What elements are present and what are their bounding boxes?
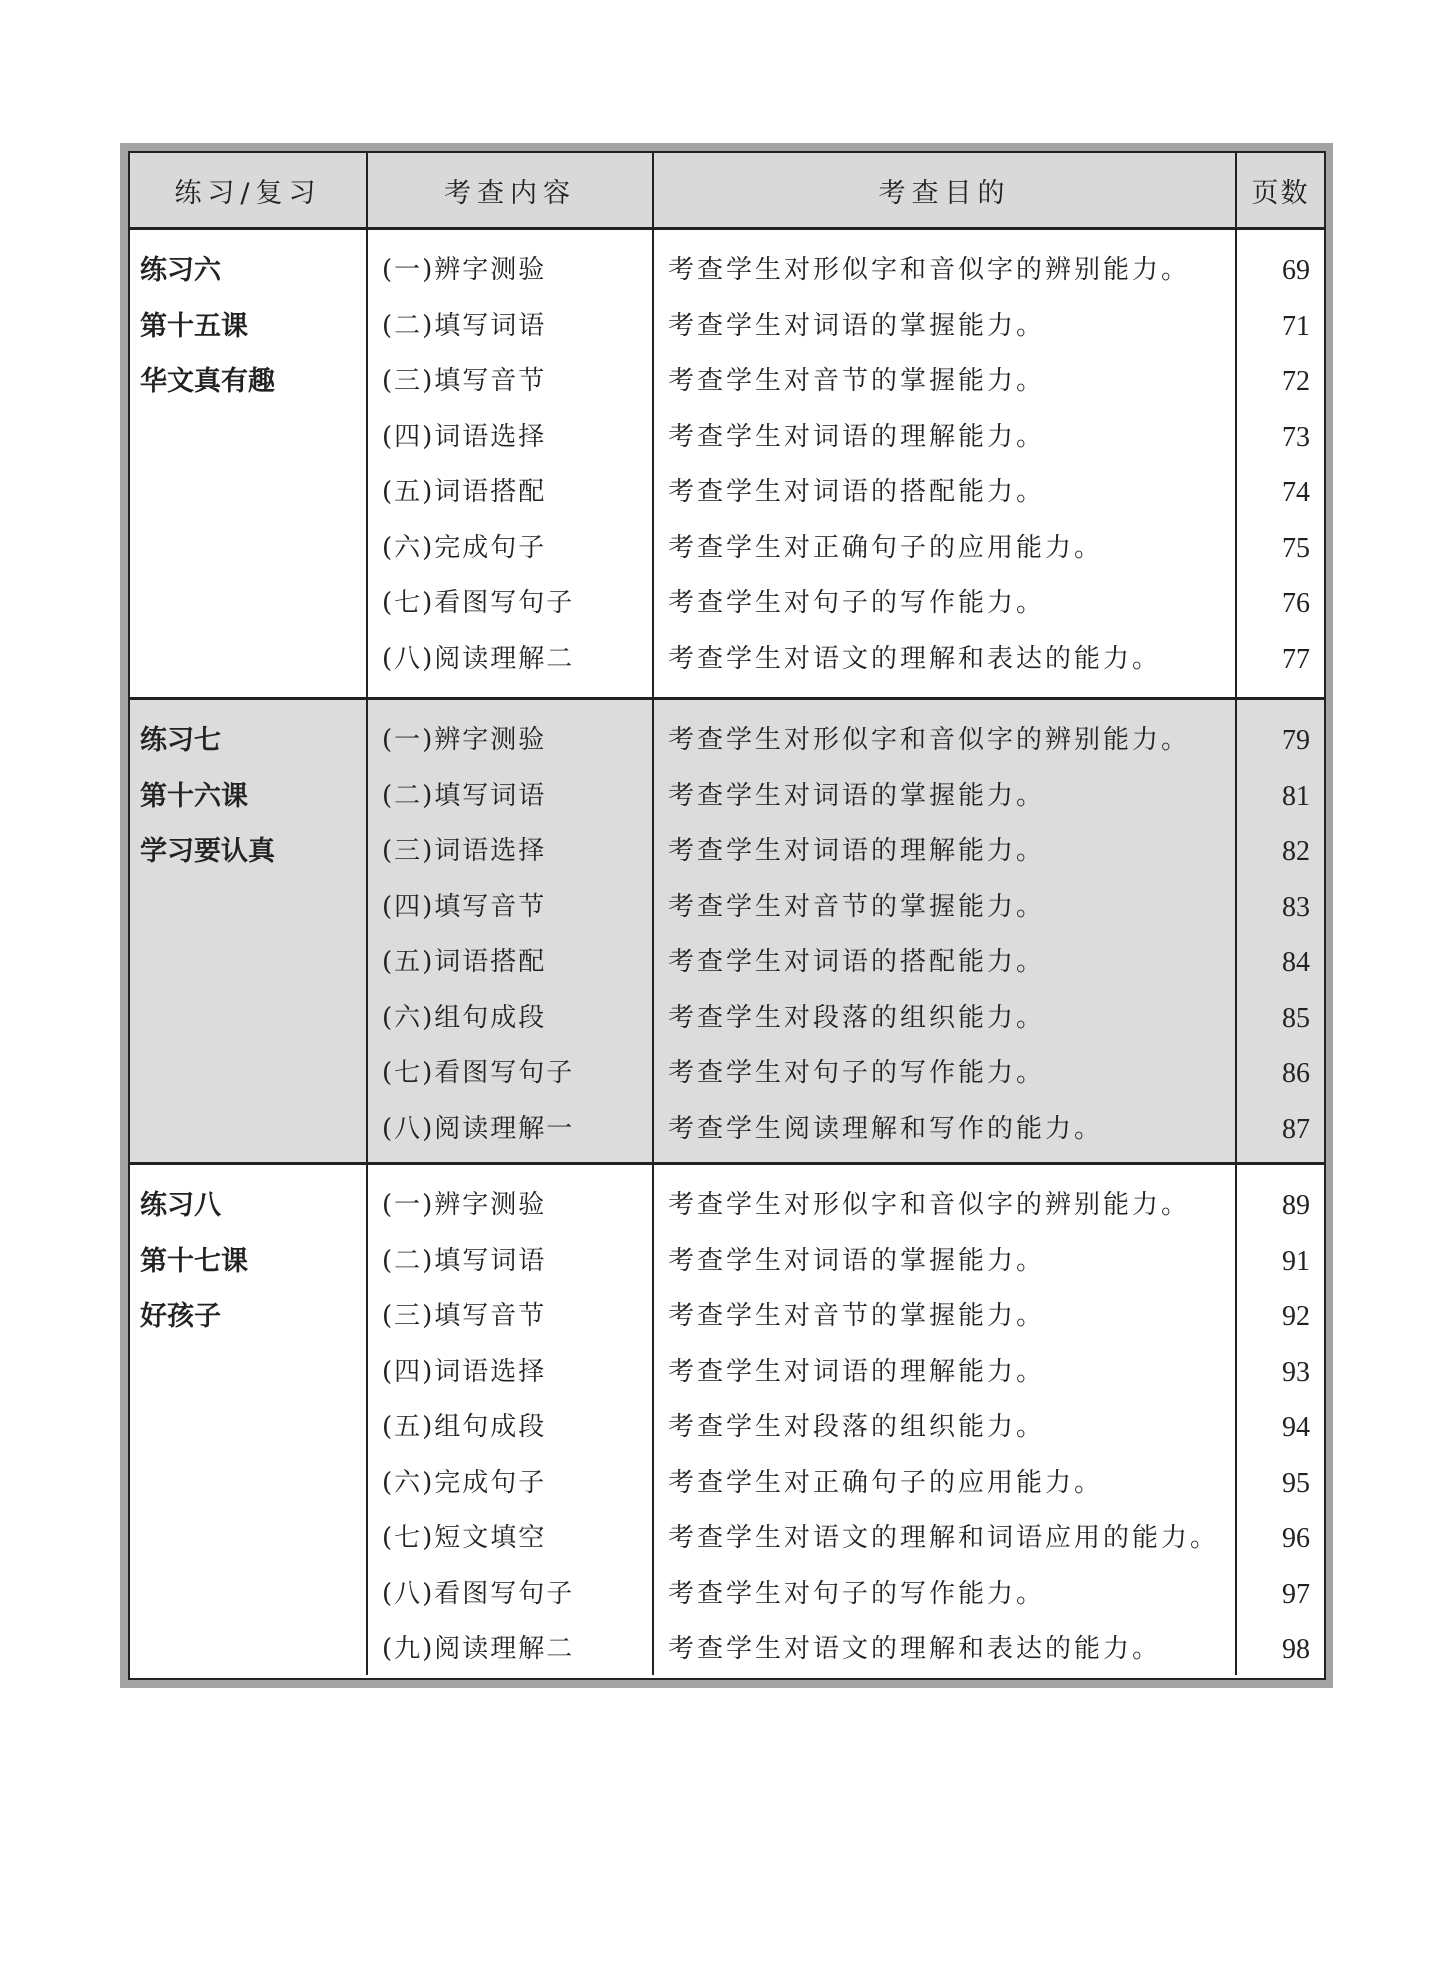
content-item: (一)辨字测验 [382, 1190, 547, 1220]
table-header [130, 153, 1324, 230]
purpose-item: 考查学生对句子的写作能力。 [668, 1578, 1046, 1609]
purpose-item: 考查学生对词语的搭配能力。 [668, 477, 1046, 507]
content-item: (三)填写音节 [382, 1301, 547, 1331]
lesson-label: 第十七课 [140, 1245, 248, 1277]
purpose-item: 考查学生对语文的理解和表达的能力。 [668, 1634, 1162, 1664]
content-item: (六)完成句子 [382, 532, 547, 563]
purpose-item: 考查学生对词语的掌握能力。 [668, 780, 1046, 811]
purpose-item: 考查学生对正确句子的应用能力。 [668, 1467, 1104, 1498]
lesson-cell [130, 1165, 368, 1675]
page-number: 72 [1282, 366, 1310, 397]
lesson-label: 学习要认真 [140, 836, 275, 867]
purpose-item: 考查学生对词语的掌握能力。 [668, 310, 1046, 341]
table-section [130, 1165, 1324, 1675]
lesson-label: 第十五课 [140, 310, 248, 342]
purpose-item: 考查学生对词语的理解能力。 [668, 421, 1046, 452]
page-number: 93 [1282, 1356, 1310, 1388]
content-item: (四)填写音节 [382, 891, 547, 922]
content-item: (五)词语搭配 [382, 477, 547, 507]
page-number: 92 [1282, 1301, 1310, 1332]
purpose-item: 考查学生对音节的掌握能力。 [668, 891, 1046, 922]
content-item: (六)组句成段 [382, 1002, 547, 1033]
content-item: (一)辨字测验 [382, 725, 547, 755]
exercise-table [128, 151, 1326, 1680]
purpose-item: 考查学生对音节的掌握能力。 [668, 366, 1046, 396]
lesson-label: 华文真有趣 [140, 366, 275, 397]
content-item: (七)看图写句子 [382, 1058, 575, 1088]
content-item: (九)阅读理解二 [382, 1634, 575, 1664]
page-number: 95 [1282, 1467, 1310, 1499]
page-column [1237, 1165, 1324, 1675]
page-number: 89 [1282, 1190, 1310, 1221]
page-column [1237, 230, 1324, 697]
content-item: (四)词语选择 [382, 421, 547, 452]
purpose-item: 考查学生对词语的搭配能力。 [668, 947, 1046, 977]
header-exercise: 练习/复习 [130, 153, 368, 227]
purpose-item: 考查学生对形似字和音似字的辨别能力。 [668, 725, 1191, 755]
content-column [368, 700, 654, 1162]
page-number: 83 [1282, 891, 1310, 923]
page-number: 77 [1282, 643, 1310, 675]
content-item: (八)看图写句子 [382, 1578, 575, 1609]
content-item: (四)词语选择 [382, 1356, 547, 1387]
content-item: (六)完成句子 [382, 1467, 547, 1498]
page-number: 98 [1282, 1634, 1310, 1665]
header-content: 考查内容 [368, 153, 654, 227]
purpose-item: 考查学生对词语的掌握能力。 [668, 1245, 1046, 1276]
purpose-item: 考查学生对语文的理解和词语应用的能力。 [668, 1523, 1220, 1553]
purpose-column [654, 230, 1237, 697]
page-number: 87 [1282, 1113, 1310, 1145]
purpose-item: 考查学生对正确句子的应用能力。 [668, 532, 1104, 563]
page-number: 85 [1282, 1002, 1310, 1034]
lesson-label: 好孩子 [140, 1301, 221, 1332]
content-item: (二)填写词语 [382, 1245, 547, 1276]
content-item: (三)填写音节 [382, 366, 547, 396]
page-number: 81 [1282, 780, 1310, 812]
content-column [368, 230, 654, 697]
purpose-item: 考查学生对段落的组织能力。 [668, 1002, 1046, 1033]
content-item: (五)组句成段 [382, 1412, 547, 1442]
content-item: (八)阅读理解一 [382, 1113, 575, 1144]
page-number: 79 [1282, 725, 1310, 756]
content-item: (二)填写词语 [382, 310, 547, 341]
purpose-item: 考查学生对语文的理解和表达的能力。 [668, 643, 1162, 674]
lesson-label: 练习七 [140, 725, 221, 756]
page-column [1237, 700, 1324, 1162]
page-number: 97 [1282, 1578, 1310, 1610]
page-number: 82 [1282, 836, 1310, 867]
exercise-table-frame [120, 143, 1333, 1688]
lesson-label: 第十六课 [140, 780, 248, 812]
purpose-item: 考查学生阅读理解和写作的能力。 [668, 1113, 1104, 1144]
lesson-label: 练习八 [140, 1190, 221, 1221]
page-number: 73 [1282, 421, 1310, 453]
content-item: (五)词语搭配 [382, 947, 547, 977]
purpose-item: 考查学生对段落的组织能力。 [668, 1412, 1046, 1442]
header-pages: 页数 [1251, 177, 1310, 209]
purpose-item: 考查学生对句子的写作能力。 [668, 1058, 1046, 1088]
page-number: 76 [1282, 588, 1310, 619]
page-number: 91 [1282, 1245, 1310, 1277]
content-column [368, 1165, 654, 1675]
content-item: (二)填写词语 [382, 780, 547, 811]
table-section [130, 700, 1324, 1165]
content-item: (一)辨字测验 [382, 255, 547, 285]
page-number: 86 [1282, 1058, 1310, 1089]
page-number: 94 [1282, 1412, 1310, 1443]
page-number: 74 [1282, 477, 1310, 508]
page-number: 75 [1282, 532, 1310, 564]
lesson-cell [130, 700, 368, 1162]
purpose-column [654, 700, 1237, 1162]
content-item: (七)短文填空 [382, 1523, 547, 1553]
lesson-cell [130, 230, 368, 697]
header-purpose: 考查目的 [654, 153, 1237, 227]
page-number: 96 [1282, 1523, 1310, 1554]
page-number: 71 [1282, 310, 1310, 342]
content-item: (七)看图写句子 [382, 588, 575, 618]
purpose-item: 考查学生对音节的掌握能力。 [668, 1301, 1046, 1331]
content-item: (三)词语选择 [382, 836, 547, 866]
page-number: 69 [1282, 255, 1310, 286]
lesson-label: 练习六 [140, 255, 221, 286]
page-number: 84 [1282, 947, 1310, 978]
purpose-column [654, 1165, 1237, 1675]
content-item: (八)阅读理解二 [382, 643, 575, 674]
purpose-item: 考查学生对词语的理解能力。 [668, 1356, 1046, 1387]
purpose-item: 考查学生对形似字和音似字的辨别能力。 [668, 1190, 1191, 1220]
table-section [130, 230, 1324, 700]
purpose-item: 考查学生对词语的理解能力。 [668, 836, 1046, 866]
purpose-item: 考查学生对形似字和音似字的辨别能力。 [668, 255, 1191, 285]
purpose-item: 考查学生对句子的写作能力。 [668, 588, 1046, 618]
